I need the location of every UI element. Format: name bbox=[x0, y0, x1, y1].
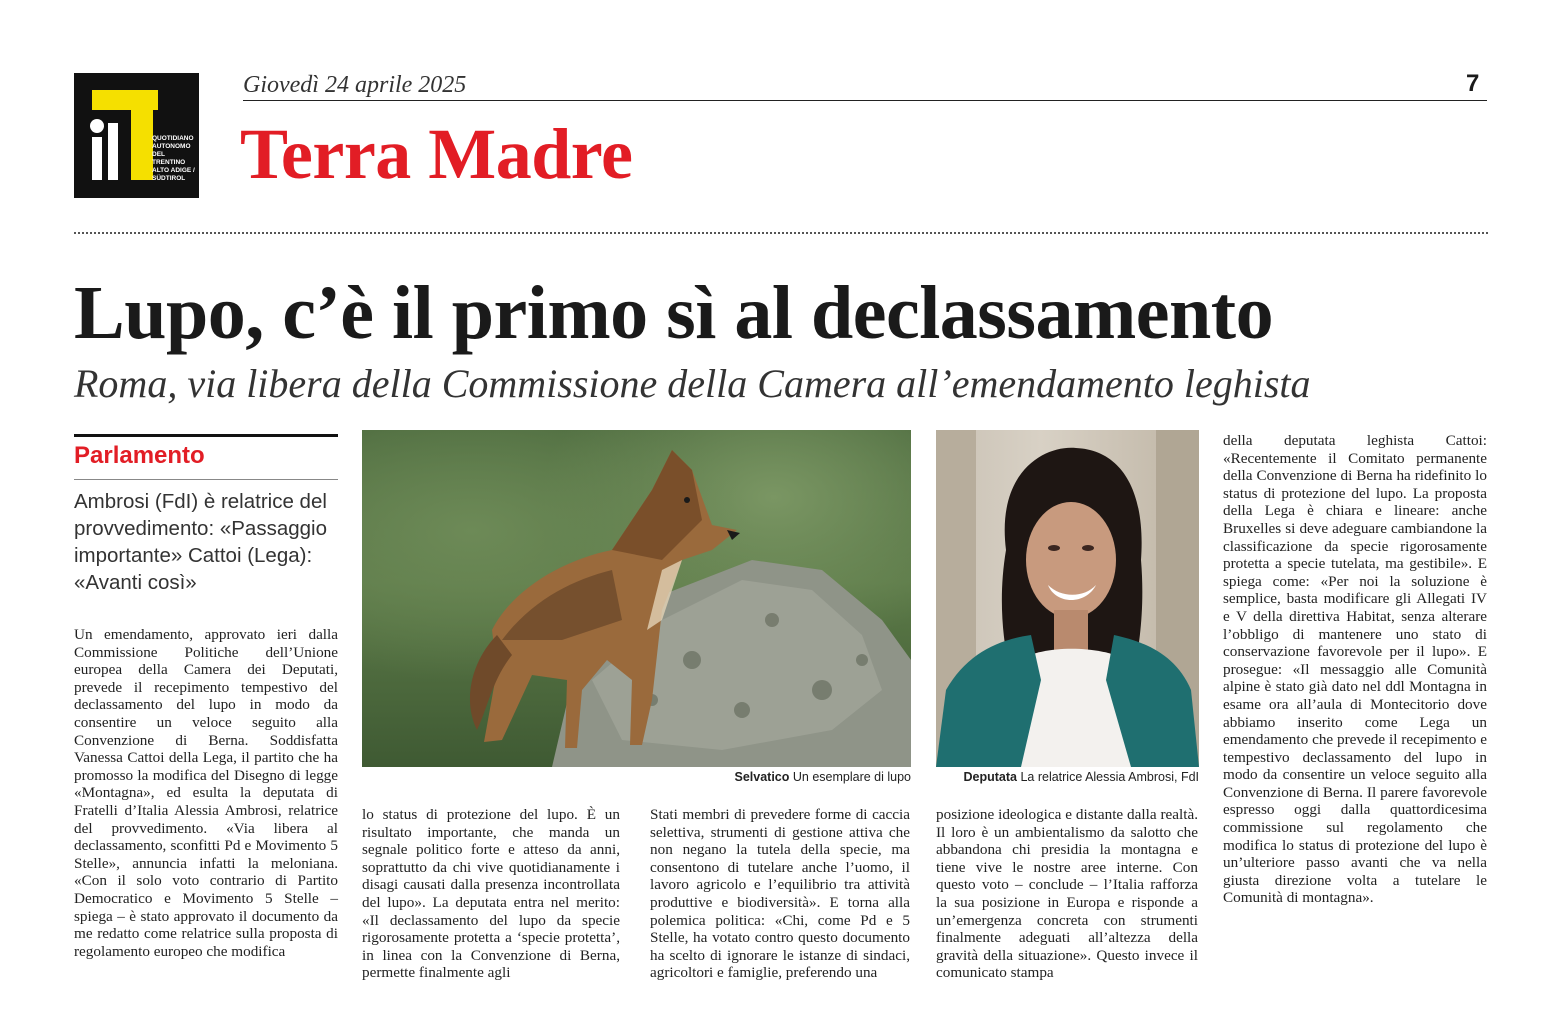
logo-i-dot bbox=[90, 119, 104, 133]
page-number: 7 bbox=[1466, 70, 1480, 97]
logo-tagline: QUOTIDIANO AUTONOMO DEL TRENTINO ALTO ADIGE / SÜDTIROL bbox=[152, 135, 195, 182]
date-line: Giovedì 24 aprile 2025 bbox=[243, 72, 467, 98]
summary: Ambrosi (FdI) è relatrice del provvedimento: «Passaggio importante» Cattoi (Lega): «Avanti così» bbox=[74, 490, 327, 594]
body-column-5: della deputata leghista Cattoi: «Recentemente il Comitato permanente della Convenzione di Berna ha ridefinito lo status di protezione del lupo. La proposta della Lega è chiara e lineare: anche Bruxelles si deve adeguare cambiandone la classificazione da specie rigorosamente protetta a specie tutelata, ma gestibile». E spiega come: «Per noi la soluzione è semplice, basta modificare gli Allegati IV e V della direttiva Habitat, senza alterare l’obbligo di mantenere uno stato di conservazione favorevole per il lupo». E prosegue: «Il messaggio alle Comunità alpine è stato già dato nel ddl Montagna in esame ora all’aula di Montecitorio dove abbiamo inserito come Lega un emendamento che prevede il recepimento e tempestivo declassamento del lupo in modo da consentire un veloce seguito alla Convenzione di Berna. Il parere favorevole espresso oggi dalla quattordicesima commissione sul regolamento che modifica lo status di protezione del lupo è un’ulteriore passo avanti che va nella giusta direzione volta a tutelare le Comunità di montagna». bbox=[1223, 432, 1487, 907]
dotted-divider bbox=[74, 232, 1488, 234]
body-column-2: lo status di protezione del lupo. È un risultato importante, che manda un segnale politico forte e atteso da anni, soprattutto da chi vive quotidianamente i disagi causati dalla presenza incontrollata del lupo». La deputata entra nel merito: «Il declassamento del lupo da specie rigorosamente protetta a ‘specie protetta’, in linea con la Convenzione di Berna, permette finalmente agli bbox=[362, 806, 620, 982]
header-rule bbox=[243, 100, 1487, 101]
body-column-4: posizione ideologica e distante dalla realtà. Il loro è un ambientalismo da salotto che abbandona chi presidia la montagna e tiene vive le nostre aree interne. Con questo voto – conclude – l’Italia rafforza la sua posizione in Europa e risponde a un’emergenza concreta con strumenti finalmente adeguati all’altezza della gravità della situazione». Questo invece il comunicato stampa bbox=[936, 806, 1198, 982]
wolf-photo bbox=[362, 430, 911, 767]
wolf-illustration bbox=[362, 430, 911, 767]
logo-l bbox=[108, 123, 118, 180]
subheadline: Roma, via libera della Commissione della Camera all’emendamento leghista bbox=[74, 361, 1311, 406]
person-illustration bbox=[936, 430, 1199, 767]
newspaper-logo bbox=[74, 73, 199, 198]
person-caption-label: Deputata bbox=[963, 770, 1017, 784]
logo-t-stem bbox=[131, 90, 153, 180]
body-column-1: Un emendamento, approvato ieri dalla Commissione Politiche dell’Unione europea della Camera dei Deputati, prevede il recepimento tempestivo del declassamento del lupo in modo da consentire un veloce seguito alla Convenzione di Berna. Soddisfatta Vanessa Cattoi della Lega, il partito che ha promosso la modifica del Disegno di legge «Montagna», ed esulta la deputata di Fratelli d’Italia Alessia Ambrosi, relatrice del provvedimento. «Via libera al declassamento, sconfitti Pd e Movimento 5 Stelle», annuncia infatti la meloniana. «Con il solo voto contrario di Partito Democratico e Movimento 5 Stelle – spiega – è stato approvato il documento da me redatto come relatrice sulla proposta di regolamento europeo che modifica bbox=[74, 626, 338, 960]
kicker-underline bbox=[74, 479, 338, 480]
kicker-rule bbox=[74, 434, 338, 437]
section-title: Terra Madre bbox=[240, 114, 633, 194]
person-caption bbox=[936, 770, 1199, 784]
body-column-3: Stati membri di prevedere forme di caccia selettiva, strumenti di gestione attiva che non negano la tutela della specie, ma consentono di tutelare anche l’uomo, il lavoro agricolo e l’equilibrio tra attività produttive e biodiversità». E torna alla polemica politica: «Chi, come Pd e 5 Stelle, ha votato contro questo documento ha scelto di ignorare le istanze di sindaci, agricoltori e famiglie, preferendo una bbox=[650, 806, 910, 982]
person-caption-text: La relatrice Alessia Ambrosi, FdI bbox=[1020, 770, 1199, 784]
person-photo bbox=[936, 430, 1199, 767]
logo-i bbox=[92, 137, 102, 180]
wolf-caption-text: Un esemplare di lupo bbox=[792, 770, 911, 784]
headline: Lupo, c’è il primo sì al declassamento bbox=[74, 271, 1274, 355]
wolf-caption-label: Selvatico bbox=[734, 770, 790, 784]
wolf-caption bbox=[362, 770, 911, 784]
kicker: Parlamento bbox=[74, 442, 205, 469]
